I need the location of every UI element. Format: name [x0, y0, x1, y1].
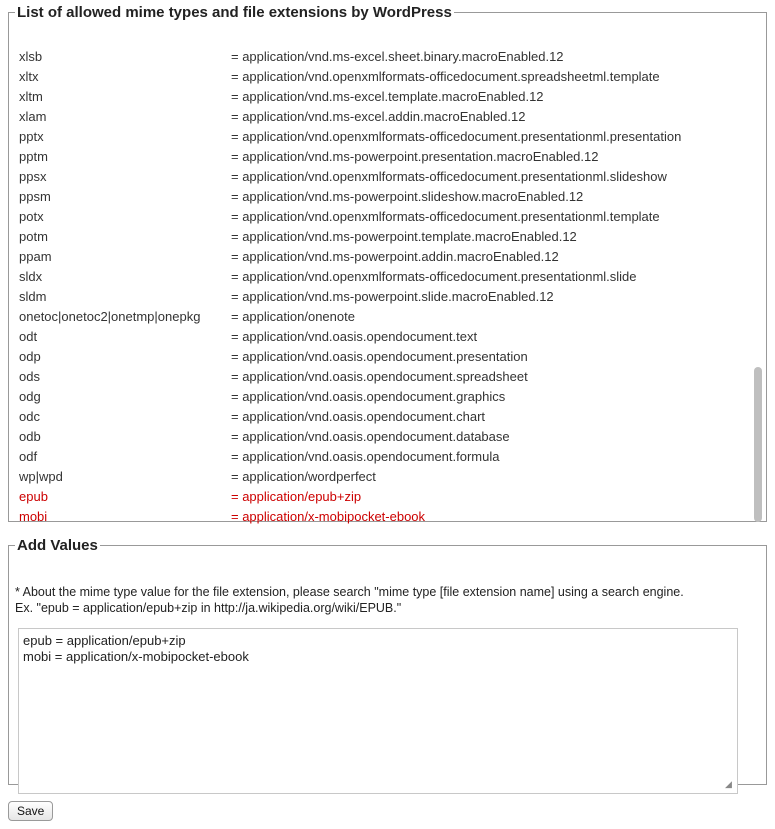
file-extension: epub — [19, 489, 48, 504]
resize-grip-icon[interactable]: ◢ — [725, 779, 732, 789]
file-extension: ppsm — [19, 189, 51, 204]
file-extension: ods — [19, 369, 40, 384]
mime-type: = application/x-mobipocket-ebook — [231, 509, 426, 524]
list-item — [19, 287, 681, 307]
mime-type: = application/vnd.oasis.opendocument.text — [231, 329, 478, 344]
mime-type: = application/vnd.ms-powerpoint.addin.macroEnabled.12 — [231, 249, 559, 264]
file-extension: pptm — [19, 149, 48, 164]
add-values-legend: Add Values — [17, 537, 98, 554]
mime-type: = application/vnd.openxmlformats-officedocument.presentationml.presentation — [231, 129, 682, 144]
file-extension: potm — [19, 229, 48, 244]
list-item — [19, 507, 681, 527]
mime-type: = application/vnd.openxmlformats-officedocument.presentationml.slide — [231, 269, 637, 284]
list-item — [19, 467, 681, 487]
mime-type: = application/epub+zip — [231, 489, 362, 504]
mime-type: = application/vnd.ms-excel.addin.macroEnabled.12 — [231, 109, 526, 124]
file-extension: odb — [19, 429, 41, 444]
scrollbar-thumb[interactable] — [754, 367, 762, 522]
list-item — [19, 247, 681, 267]
add-values-textarea[interactable] — [18, 628, 738, 794]
list-item — [19, 487, 681, 507]
list-item — [19, 387, 681, 407]
list-item — [19, 107, 681, 127]
add-values-fieldset — [8, 537, 767, 789]
file-extension: xltm — [19, 89, 43, 104]
mime-list-fieldset — [8, 4, 767, 522]
mime-type: = application/vnd.ms-powerpoint.slideshow.macroEnabled.12 — [231, 189, 584, 204]
file-extension: odp — [19, 349, 41, 364]
file-extension: xlam — [19, 109, 47, 124]
mime-type: = application/vnd.ms-excel.sheet.binary.macroEnabled.12 — [231, 49, 564, 64]
mime-type: = application/vnd.ms-powerpoint.slide.macroEnabled.12 — [231, 289, 554, 304]
list-item — [19, 447, 681, 467]
file-extension: sldm — [19, 289, 47, 304]
file-extension: potx — [19, 209, 44, 224]
mime-type: = application/vnd.ms-powerpoint.template.macroEnabled.12 — [231, 229, 577, 244]
mime-list-scrollbar[interactable] — [752, 35, 762, 527]
mime-list-scroll-area[interactable] — [9, 35, 766, 527]
file-extension: odg — [19, 389, 41, 404]
mime-type: = application/vnd.oasis.opendocument.graphics — [231, 389, 506, 404]
mime-type: = application/vnd.openxmlformats-officedocument.presentationml.template — [231, 209, 660, 224]
save-button[interactable]: Save — [8, 801, 53, 821]
mime-type: = application/vnd.oasis.opendocument.formula — [231, 449, 500, 464]
file-extension: odf — [19, 449, 38, 464]
help-note — [15, 584, 755, 616]
file-extension: mobi — [19, 509, 48, 524]
file-extension: xlsb — [19, 49, 43, 64]
list-item — [19, 47, 681, 67]
list-item — [19, 167, 681, 187]
file-extension: ppsx — [19, 169, 47, 184]
file-extension: odt — [19, 329, 38, 344]
list-item — [19, 207, 681, 227]
file-extension: wp|wpd — [19, 469, 63, 484]
list-item — [19, 67, 681, 87]
list-item — [19, 267, 681, 287]
mime-list-legend: List of allowed mime types and file extensions by WordPress — [17, 4, 452, 21]
list-item — [19, 407, 681, 427]
help-note-line-1: * About the mime type value for the file extension, please search "mime type [file extension name] using a search engine. — [15, 585, 684, 599]
list-item — [19, 367, 681, 387]
mime-list — [19, 47, 681, 527]
mime-type: = application/vnd.ms-powerpoint.presentation.macroEnabled.12 — [231, 149, 599, 164]
file-extension: xltx — [19, 69, 39, 84]
mime-type: = application/vnd.oasis.opendocument.spreadsheet — [231, 369, 528, 384]
list-item — [19, 227, 681, 247]
list-item — [19, 307, 681, 327]
file-extension: pptx — [19, 129, 44, 144]
mime-type: = application/vnd.oasis.opendocument.database — [231, 429, 510, 444]
list-item — [19, 327, 681, 347]
file-extension: sldx — [19, 269, 43, 284]
list-item — [19, 87, 681, 107]
list-item — [19, 347, 681, 367]
mime-type: = application/onenote — [231, 309, 355, 324]
file-extension: ppam — [19, 249, 52, 264]
file-extension: onetoc|onetoc2|onetmp|onepkg — [19, 309, 201, 324]
mime-type: = application/wordperfect — [231, 469, 376, 484]
mime-type: = application/vnd.ms-excel.template.macroEnabled.12 — [231, 89, 544, 104]
mime-type: = application/vnd.openxmlformats-officedocument.presentationml.slideshow — [231, 169, 667, 184]
list-item — [19, 127, 681, 147]
list-item — [19, 187, 681, 207]
mime-type: = application/vnd.oasis.opendocument.chart — [231, 409, 486, 424]
help-note-line-2: Ex. "epub = application/epub+zip in http://ja.wikipedia.org/wiki/EPUB." — [15, 601, 402, 615]
list-item — [19, 147, 681, 167]
mime-type: = application/vnd.oasis.opendocument.presentation — [231, 349, 528, 364]
mime-type: = application/vnd.openxmlformats-officedocument.spreadsheetml.template — [231, 69, 660, 84]
list-item — [19, 427, 681, 447]
file-extension: odc — [19, 409, 40, 424]
